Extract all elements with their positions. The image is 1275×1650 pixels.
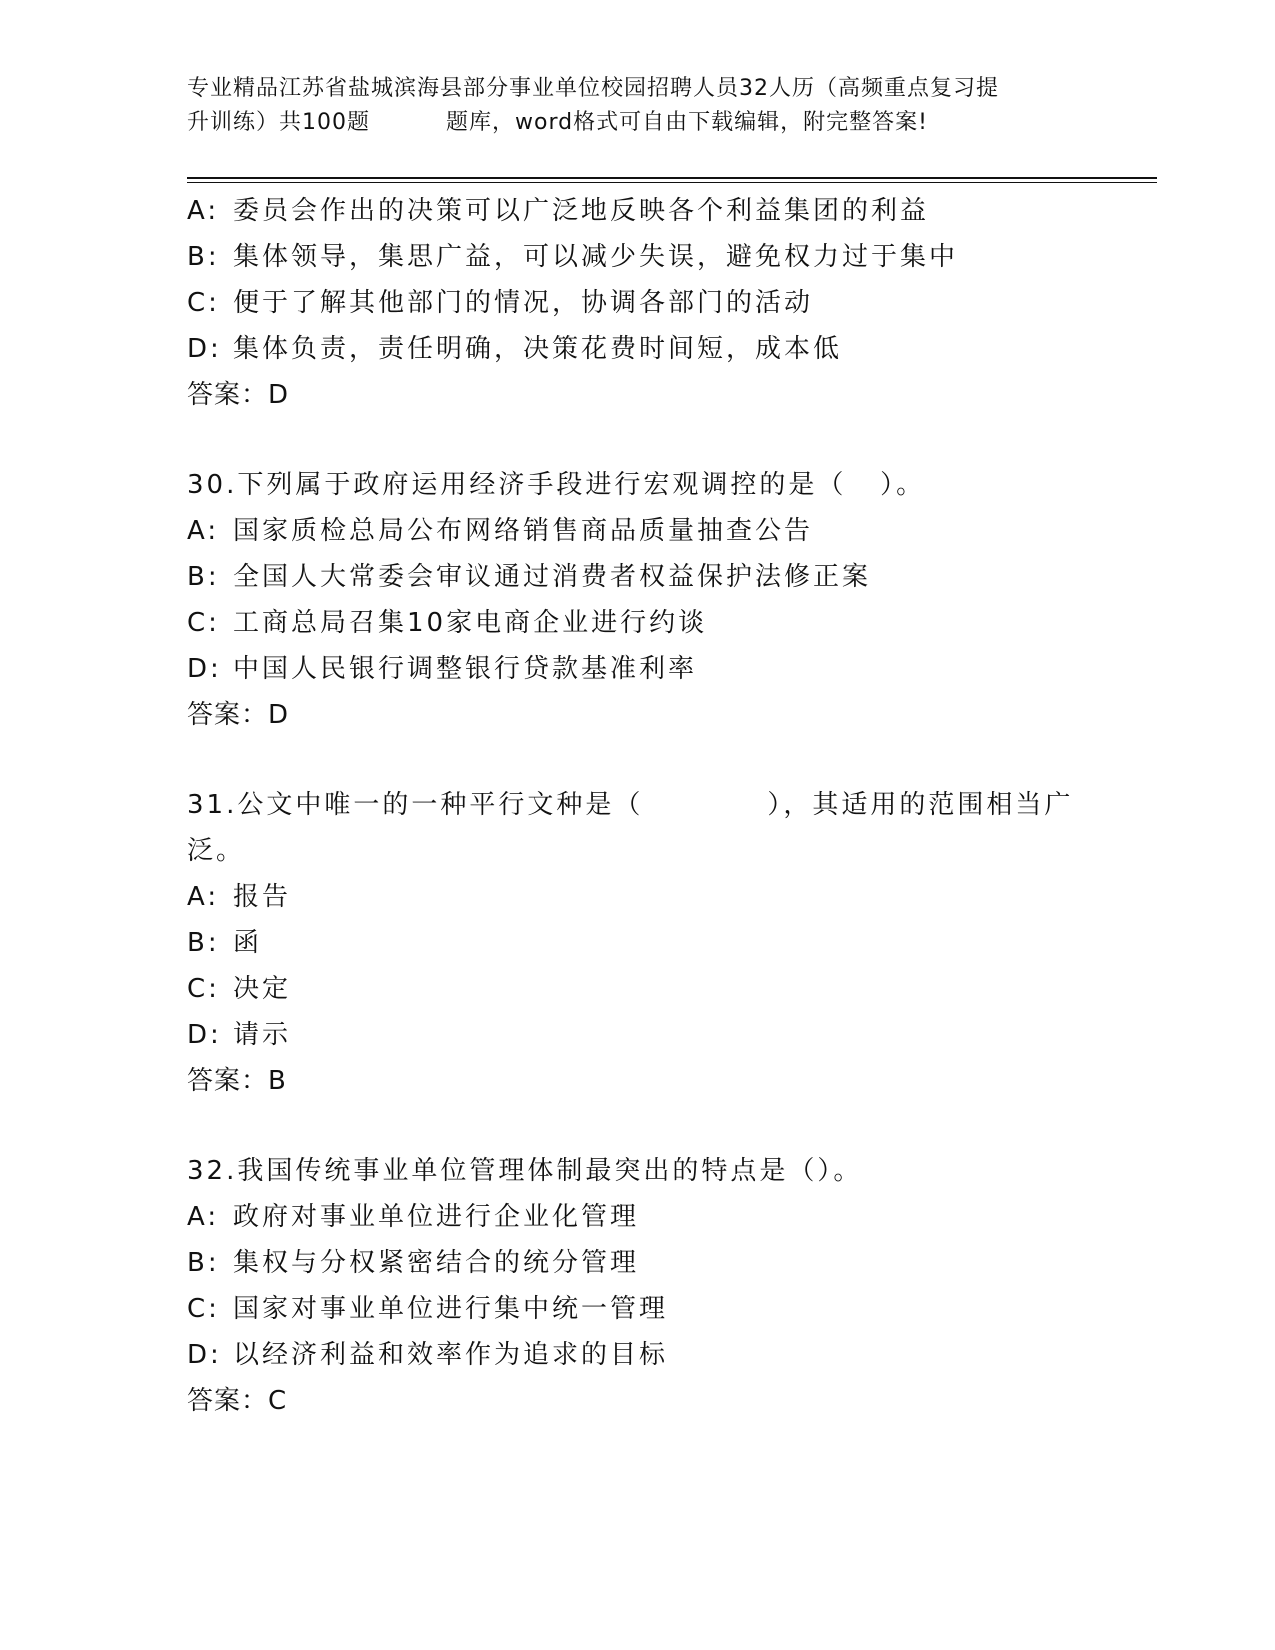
- question-32: [187, 1148, 1087, 1424]
- answer: 答案：B: [187, 1066, 287, 1096]
- header-title-line-2: [187, 106, 1087, 140]
- question-29: [187, 188, 1087, 418]
- option-b: B: 全国人大常委会审议通过消费者权益保护法修正案: [187, 562, 872, 592]
- option-d: D: 以经济利益和效率作为追求的目标: [187, 1340, 669, 1370]
- answer: 答案：D: [187, 380, 290, 410]
- header-title-line-1: 专业精品江苏省盐城滨海县部分事业单位校园招聘人员32人历（高频重点复习提: [187, 76, 999, 101]
- option-d: D: 中国人民银行调整银行贷款基准利率: [187, 654, 698, 684]
- option-d: D: 集体负责，责任明确，决策花费时间短，成本低: [187, 334, 843, 364]
- header-title-line-2-part-b: 题库，word格式可自由下载编辑，附完整答案!: [446, 110, 928, 135]
- option-c: C: 决定: [187, 974, 292, 1004]
- question-stem: 31.公文中唯一的一种平行文种是（ ），其适用的范围相当广泛。: [187, 790, 1074, 866]
- option-a: A: 国家质检总局公布网络销售商品质量抽查公告: [187, 516, 814, 546]
- document-header: [187, 72, 1087, 140]
- header-divider-thick: [187, 177, 1157, 179]
- option-d: D: 请示: [187, 1020, 292, 1050]
- option-b: B: 函: [187, 928, 263, 958]
- question-list: [187, 188, 1087, 1424]
- option-b: B: 集体领导，集思广益，可以减少失误，避免权力过于集中: [187, 242, 959, 272]
- answer: 答案：D: [187, 700, 290, 730]
- option-a: A: 政府对事业单位进行企业化管理: [187, 1202, 640, 1232]
- question-31: [187, 782, 1087, 1104]
- option-a: A: 报告: [187, 882, 292, 912]
- option-c: C: 便于了解其他部门的情况，协调各部门的活动: [187, 288, 814, 318]
- option-c: C: 工商总局召集10家电商企业进行约谈: [187, 608, 708, 638]
- answer: 答案：C: [187, 1386, 288, 1416]
- option-c: C: 国家对事业单位进行集中统一管理: [187, 1294, 669, 1324]
- header-divider-thin: [187, 182, 1157, 183]
- question-stem: 30.下列属于政府运用经济手段进行宏观调控的是（ ）。: [187, 470, 926, 500]
- question-stem: 32.我国传统事业单位管理体制最突出的特点是（）。: [187, 1156, 863, 1186]
- header-title-line-2-part-a: 升训练）共100题: [187, 110, 370, 135]
- question-30: [187, 462, 1087, 738]
- option-a: A: 委员会作出的决策可以广泛地反映各个利益集团的利益: [187, 196, 930, 226]
- option-b: B: 集权与分权紧密结合的统分管理: [187, 1248, 640, 1278]
